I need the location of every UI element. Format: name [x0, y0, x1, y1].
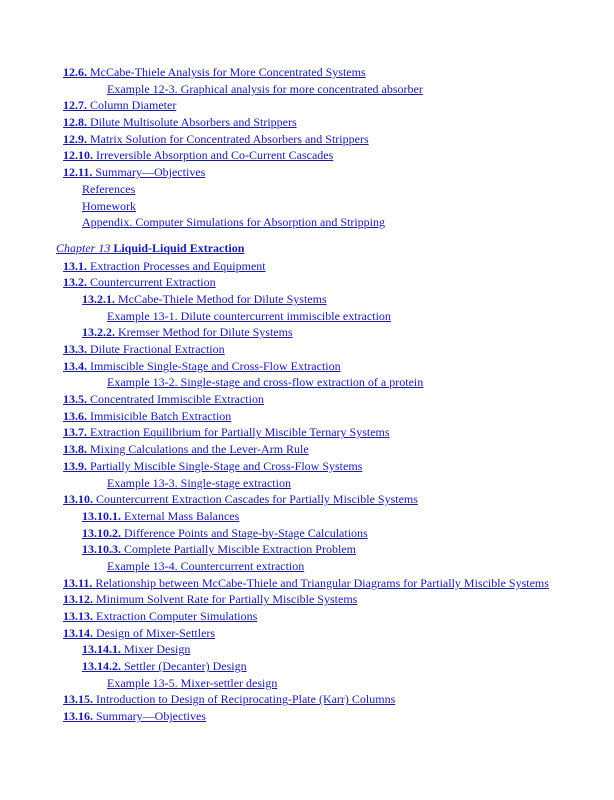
toc-entry-title: Example 13-3. Single-stage extraction: [107, 475, 291, 490]
toc-entry: [0, 458, 614, 475]
toc-entry-number: 13.4.: [63, 358, 87, 373]
toc-entry-title: Dilute Fractional Extraction: [90, 342, 225, 356]
toc-entry-number: 13.10.: [63, 492, 93, 507]
toc-entry-number: 13.2.: [63, 275, 87, 290]
toc-entry-number: 13.12.: [63, 592, 93, 607]
toc-entry-link[interactable]: [82, 215, 385, 229]
toc-entry-title: Summary—Objectives: [95, 165, 206, 180]
toc-entry-link[interactable]: [82, 642, 190, 656]
toc-entry-title: Relationship between McCabe-Thiele and Triangular Diagrams for Partially Miscible Systems: [95, 575, 549, 590]
toc-entry-number: 13.6.: [63, 408, 87, 423]
toc-entry-link[interactable]: [82, 325, 293, 339]
toc-entry-number: 13.10.1.: [82, 508, 121, 523]
toc-entry-title: Matrix Solution for Concentrated Absorbers and Strippers: [90, 131, 369, 146]
toc-entry-link[interactable]: [63, 576, 549, 590]
toc-entry-number: 13.8.: [63, 442, 87, 457]
toc-entry-title: Summary—Objectives: [96, 709, 206, 724]
chapter-label: Chapter 13: [56, 240, 111, 255]
toc-entry: [0, 324, 614, 341]
toc-entry-number: 13.2.1.: [82, 291, 115, 306]
toc-entry-link[interactable]: [107, 676, 277, 690]
toc-entry-title: Mixer Design: [124, 642, 191, 657]
toc-entry: [0, 214, 614, 231]
toc-entry-link[interactable]: [107, 476, 291, 490]
toc-entry: [0, 374, 614, 391]
toc-entry: [0, 181, 614, 198]
toc-entry-link[interactable]: [63, 98, 176, 112]
toc-entry-link[interactable]: [63, 442, 309, 456]
toc-entry-link[interactable]: [63, 609, 257, 623]
toc-entry-link[interactable]: [63, 148, 333, 162]
toc-entry-title: Complete Partially Miscible Extraction Problem: [124, 542, 356, 557]
toc-entry: [0, 147, 614, 164]
toc-entry: [0, 508, 614, 525]
toc-entry: [0, 608, 614, 625]
toc-entry: [0, 114, 614, 131]
toc-entry-title: Partially Miscible Single-Stage and Cross-Flow Systems: [90, 458, 363, 473]
toc-entry-title: Dilute Multisolute Absorbers and Strippers: [90, 115, 297, 130]
toc-entry-title: Mixing Calculations and the Lever-Arm Rule: [90, 442, 309, 457]
toc-entry: [0, 341, 614, 358]
toc-entry-link[interactable]: [63, 492, 418, 506]
toc-entry-link[interactable]: [63, 132, 369, 146]
toc-entry-link[interactable]: [63, 592, 357, 606]
toc-entry-number: 13.9.: [63, 458, 87, 473]
toc-entry-link[interactable]: [63, 165, 205, 179]
toc-entry: [0, 358, 614, 375]
toc-entry-title: Example 12-3. Graphical analysis for more concentrated absorber: [107, 81, 423, 96]
toc-entry-number: 13.14.: [63, 625, 93, 640]
toc-entry-title: Difference Points and Stage-by-Stage Calculations: [124, 525, 368, 540]
toc-entry: [0, 291, 614, 308]
toc-entry-number: 13.14.2.: [82, 659, 121, 674]
toc-entry-number: 13.2.2.: [82, 325, 115, 340]
toc-entry: [0, 274, 614, 291]
toc-entry-link[interactable]: [63, 692, 395, 706]
toc-entry-number: 13.15.: [63, 692, 93, 707]
toc-entry-number: 13.5.: [63, 392, 87, 407]
toc-entry: [0, 258, 614, 275]
toc-entry-link[interactable]: [82, 182, 135, 196]
toc-entry-number: 13.7.: [63, 425, 87, 440]
toc-entry-link[interactable]: [63, 425, 390, 439]
toc-entry: [0, 391, 614, 408]
toc-entry: [0, 81, 614, 98]
toc-entry: [0, 575, 614, 592]
toc-entry: [0, 625, 614, 642]
toc-entry-link[interactable]: [63, 459, 362, 473]
toc-entry-title: Example 13-2. Single-stage and cross-flow extraction of a protein: [107, 375, 424, 390]
toc-entry-title: Settler (Decanter) Design: [124, 659, 247, 674]
toc-entry-number: 12.7.: [63, 98, 87, 113]
toc-entry-number: 12.9.: [63, 131, 87, 146]
toc-entry-title: Extraction Processes and Equipment: [90, 258, 266, 273]
toc-entry: [0, 424, 614, 441]
toc-entry: [0, 641, 614, 658]
toc-entry-title: Minimum Solvent Rate for Partially Miscible Systems: [96, 592, 358, 607]
toc-entry-title: Extraction Computer Simulations: [96, 609, 258, 623]
toc-entry: [0, 131, 614, 148]
toc-entry-number: 12.6.: [63, 65, 87, 79]
chapter-heading-link[interactable]: [56, 241, 244, 255]
toc-entry: [0, 198, 614, 215]
toc-entry: [0, 441, 614, 458]
toc-entry-link[interactable]: [82, 659, 247, 673]
toc-entry-link[interactable]: [82, 199, 136, 213]
toc-entry: [0, 97, 614, 114]
toc-entry-number: 13.3.: [63, 342, 87, 356]
toc-entry-link[interactable]: [82, 526, 368, 540]
toc-entry-link[interactable]: [63, 275, 216, 289]
toc-entry-number: 12.8.: [63, 115, 87, 130]
toc-entry: [0, 308, 614, 325]
toc-entry-link[interactable]: [107, 82, 423, 96]
toc-entry: [0, 164, 614, 181]
toc-chapter-12-entries: [0, 64, 614, 231]
toc-entry-number: 13.16.: [63, 709, 93, 724]
toc-entry: [0, 658, 614, 675]
toc-entry-title: Column Diameter: [90, 98, 177, 113]
chapter-title: Liquid-Liquid Extraction: [113, 240, 245, 255]
toc-entry-number: 13.10.2.: [82, 525, 121, 540]
toc-entry-title: External Mass Balances: [124, 508, 240, 523]
toc-entry: [0, 525, 614, 542]
toc-entry-title: Homework: [82, 198, 136, 213]
toc-entry-link[interactable]: [63, 392, 264, 406]
toc-entry-title: Concentrated Immiscible Extraction: [90, 392, 264, 407]
toc-entry: [0, 691, 614, 708]
toc-entry-number: 12.10.: [63, 148, 93, 163]
toc-entry-title: Extraction Equilibrium for Partially Miscible Ternary Systems: [90, 425, 390, 440]
toc-entry-link[interactable]: [107, 559, 304, 573]
toc-entry-link[interactable]: [63, 115, 297, 129]
toc-entry: [0, 591, 614, 608]
toc-entry-link[interactable]: [63, 342, 225, 356]
toc-entry: [0, 408, 614, 425]
toc-entry: [0, 675, 614, 692]
toc-entry-title: Appendix. Computer Simulations for Absorption and Stripping: [82, 215, 385, 230]
toc-entry-title: Countercurrent Extraction Cascades for Partially Miscible Systems: [96, 492, 418, 507]
toc-entry: [0, 708, 614, 725]
toc-entry-link[interactable]: [63, 259, 266, 273]
chapter-heading[interactable]: [0, 240, 614, 257]
toc-entry-link[interactable]: [82, 509, 239, 523]
table-of-contents: [0, 64, 614, 725]
toc-entry-link[interactable]: [107, 309, 391, 323]
toc-entry-link[interactable]: [63, 626, 215, 640]
toc-entry-number: 13.10.3.: [82, 542, 121, 557]
toc-entry-title: Immisicible Batch Extraction: [90, 408, 232, 423]
toc-entry-title: Design of Mixer-Settlers: [96, 625, 216, 640]
toc-entry-title: Immiscible Single-Stage and Cross-Flow Extraction: [90, 358, 341, 373]
toc-entry-link[interactable]: [63, 709, 206, 723]
toc-entry-title: McCabe-Thiele Analysis for More Concentrated Systems: [90, 65, 366, 79]
toc-entry-link[interactable]: [63, 65, 366, 79]
toc-entry: [0, 558, 614, 575]
toc-entry-title: McCabe-Thiele Method for Dilute Systems: [118, 291, 327, 306]
toc-entry-link[interactable]: [107, 375, 423, 389]
toc-entry-title: Introduction to Design of Reciprocating-Plate (Karr) Columns: [96, 692, 396, 707]
toc-entry-title: References: [82, 181, 136, 196]
toc-entry-title: Kremser Method for Dilute Systems: [118, 325, 293, 340]
toc-entry-title: Example 13-1. Dilute countercurrent immiscible extraction: [107, 308, 391, 323]
toc-entry: [0, 541, 614, 558]
toc-entry-link[interactable]: [82, 542, 356, 556]
toc-entry-title: Example 13-4. Countercurrent extraction: [107, 558, 305, 573]
toc-entry-link[interactable]: [63, 359, 341, 373]
toc-entry: [0, 64, 614, 81]
toc-entry-number: 13.1.: [63, 258, 87, 273]
toc-entry: [0, 491, 614, 508]
toc-entry: [0, 475, 614, 492]
toc-entry-link[interactable]: [82, 292, 327, 306]
toc-entry-title: Example 13-5. Mixer-settler design: [107, 675, 278, 690]
toc-entry-title: Irreversible Absorption and Co-Current Cascades: [96, 148, 334, 163]
toc-entry-link[interactable]: [63, 409, 231, 423]
toc-entry-number: 13.13.: [63, 609, 93, 623]
toc-entry-title: Countercurrent Extraction: [90, 275, 216, 290]
toc-entry-number: 13.14.1.: [82, 642, 121, 657]
toc-entry-number: 12.11.: [63, 165, 93, 180]
toc-entry-number: 13.11.: [63, 575, 93, 590]
toc-chapter-13-entries: [0, 258, 614, 725]
